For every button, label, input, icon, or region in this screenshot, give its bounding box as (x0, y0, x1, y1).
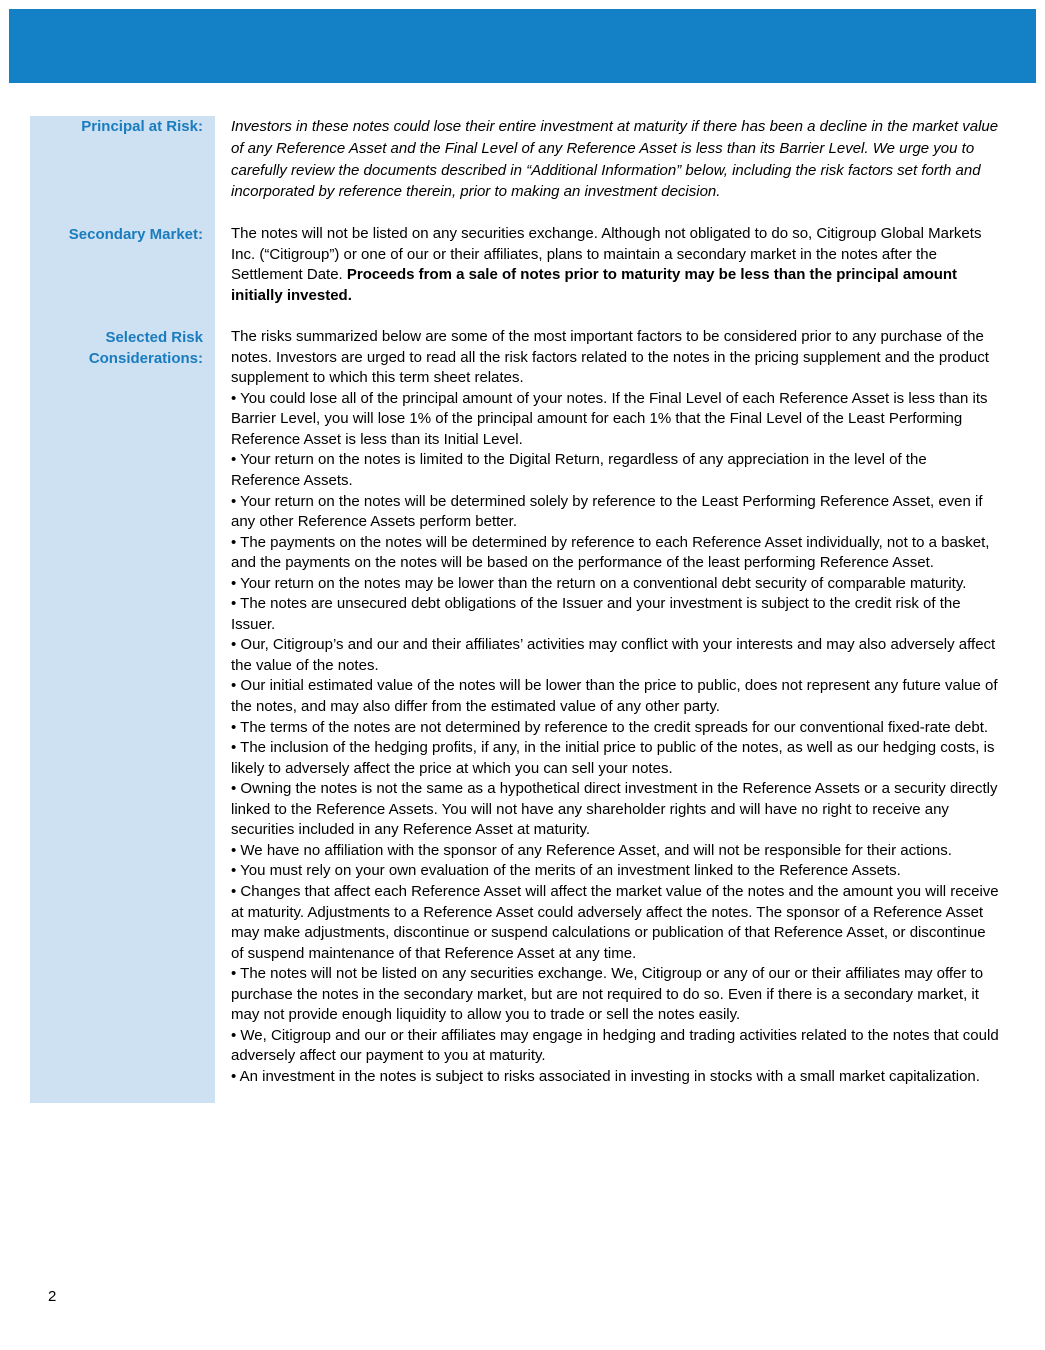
risk-bullet-item (231, 574, 1000, 595)
secondary-market-text (215, 224, 1000, 306)
risk-bullet-text: Your return on the notes may be lower than the return on a conventional debt security of comparable maturity. (240, 574, 967, 592)
bullet-icon: • (231, 492, 241, 510)
bullet-icon: • (231, 965, 241, 983)
content-area (30, 116, 1000, 1103)
bullet-icon: • (231, 780, 241, 798)
risk-bullet-text: An investment in the notes is subject to risks associated in investing in stocks with a small market capitalization. (239, 1067, 980, 1085)
risk-bullet-item (231, 676, 1000, 717)
bullet-icon: • (231, 1067, 240, 1085)
risk-bullet-item (231, 841, 1000, 862)
risk-bullet-item (231, 492, 1000, 533)
section-selected-risk-considerations (30, 327, 1000, 1087)
bullet-icon: • (231, 718, 241, 736)
risk-bullet-text: The inclusion of the hedging profits, if any, in the initial price to public of the notes, as well as our hedging costs, is likely to adversely affect the price at which you can sell your notes. (231, 739, 995, 777)
section-principal-at-risk (30, 116, 1000, 203)
risk-bullet-item (231, 533, 1000, 574)
selected-risk-content (215, 327, 1000, 1087)
risk-bullet-text: We, Citigroup and our or their affiliates may engage in hedging and trading activities related to the notes that could adversely affect our payment to you at maturity. (231, 1026, 999, 1065)
bullet-icon: • (231, 882, 241, 900)
risk-bullet-item (231, 738, 1000, 779)
principal-at-risk-label: Principal at Risk: (81, 118, 203, 135)
risk-bullet-text: We have no affiliation with the sponsor of any Reference Asset, and will not be responsible for their actions. (240, 841, 952, 859)
bullet-icon: • (231, 841, 241, 859)
header-bar (9, 9, 1036, 83)
risk-bullet-item (231, 635, 1000, 676)
risk-intro-text: The risks summarized below are some of the most important factors to be considered prior to any purchase of the notes. Investors are urged to read all the risk factors related to the notes in the pricing supplement and the product supplement to which this term sheet relates. (231, 328, 989, 387)
risk-bullet-text: Owning the notes is not the same as a hypothetical direct investment in the Reference Assets or a security directly linked to the Reference Assets. You will not have any shareholder rights and will have no right to receive any securities included in any Reference Asset at maturity. (231, 780, 998, 839)
bullet-icon: • (231, 389, 241, 407)
secondary-market-text-bold: Proceeds from a sale of notes prior to maturity may be less than the principal amount initially invested. (231, 266, 958, 304)
risk-bullet-item (231, 779, 1000, 841)
risk-bullet-text: The payments on the notes will be determined by reference to each Reference Asset individually, not to a basket, and the payments on the notes will be based on the performance of the least performing Reference Asset. (231, 533, 990, 572)
risk-bullet-text: Our, Citigroup’s and our and their affiliates’ activities may conflict with your interests and may also adversely affect the value of the notes. (231, 636, 996, 674)
risk-bullet-item (231, 861, 1000, 882)
section-secondary-market (30, 224, 1000, 306)
risk-bullet-item (231, 1067, 1000, 1088)
bullet-icon: • (231, 739, 241, 757)
bullet-icon: • (231, 451, 241, 469)
risk-bullet-text: You could lose all of the principal amount of your notes. If the Final Level of each Reference Asset is less than its Barrier Level, you will lose 1% of the principal amount for each 1% that the Final Level of the Least Performing Reference Asset is less than its Initial Level. (231, 389, 988, 448)
risk-bullet-item (231, 718, 1000, 739)
bullet-icon: • (231, 677, 241, 695)
bullet-icon: • (231, 595, 241, 613)
bullet-icon: • (231, 533, 241, 551)
principal-at-risk-text: Investors in these notes could lose their entire investment at maturity if there has been a decline in the market value of any Reference Asset and the Final Level of any Reference Asset is less than its Barrier Level. We urge you to carefully review the documents described in “Additional Information” below, including the risk factors set forth and incorporated by reference therein, prior to making an investment decision. (231, 118, 999, 201)
risk-bullet-item (231, 964, 1000, 1026)
selected-risk-label: Selected Risk Considerations: (88, 329, 203, 368)
risk-bullet-item (231, 1026, 1000, 1067)
bullet-icon: • (231, 636, 241, 654)
secondary-market-text-normal: The notes will not be listed on any securities exchange. Although not obligated to do so, Citigroup Global Markets Inc. (“Citigroup”) or one of our or their affiliates, plans to maintain a secondary market in the notes after the Settlement Date. (231, 225, 982, 284)
risk-bullet-item (231, 389, 1000, 451)
bullet-icon: • (231, 862, 241, 880)
risk-bullet-text: Our initial estimated value of the notes will be lower than the price to public, does not represent any future value of the notes, and may also differ from the estimated value of any other party. (231, 677, 998, 716)
risk-bullet-text: The notes are unsecured debt obligations of the Issuer and your investment is subject to the credit risk of the Issuer. (231, 595, 961, 633)
risk-bullet-item (231, 882, 1000, 964)
page-number: 2 (48, 1288, 57, 1305)
risk-bullet-text: The notes will not be listed on any securities exchange. We, Citigroup or any of our or their affiliates may offer to purchase the notes in the secondary market, but are not required to do so. Even if there is a secondary market, it may not provide enough liquidity to allow you to trade or sell the notes easily. (231, 965, 984, 1024)
bullet-icon: • (231, 574, 241, 592)
risk-bullet-item (231, 450, 1000, 491)
risk-bullet-text: Your return on the notes will be determined solely by reference to the Least Performing Reference Asset, even if any other Reference Assets perform better. (231, 492, 983, 531)
risk-bullet-text: You must rely on your own evaluation of the merits of an investment linked to the Reference Assets. (240, 862, 901, 880)
risk-bullet-list (231, 389, 1000, 1088)
risk-bullet-text: The terms of the notes are not determined by reference to the credit spreads for our conventional fixed-rate debt. (240, 718, 989, 736)
risk-bullet-item (231, 594, 1000, 635)
risk-bullet-text: Changes that affect each Reference Asset will affect the market value of the notes and the amount you will receive at maturity. Adjustments to a Reference Asset could adversely affect the notes. The sponsor of a Reference Asset may make adjustments, discontinue or suspend calculations or publication of that Reference Asset, or discontinue of suspend maintenance of that Reference Asset at any time. (231, 882, 999, 962)
secondary-market-label: Secondary Market: (68, 226, 203, 243)
risk-bullet-text: Your return on the notes is limited to the Digital Return, regardless of any appreciation in the level of the Reference Assets. (231, 451, 927, 490)
bullet-icon: • (231, 1026, 241, 1044)
